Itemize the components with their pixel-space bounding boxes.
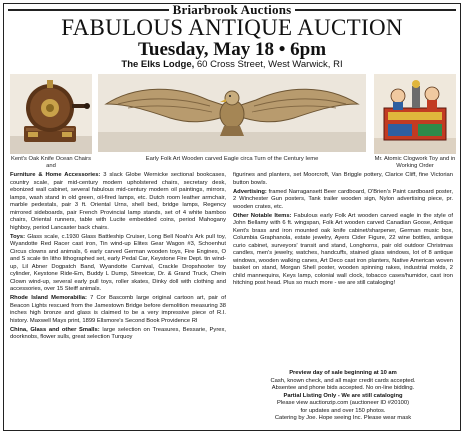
furniture-section (10, 172, 226, 232)
partial-listing-line: Partial Listing Only - We are still cataloging (283, 392, 403, 399)
ri-memorabilia-section (10, 295, 226, 325)
china-glass-section (10, 327, 226, 342)
china-glass-text: large selection on Treasures, Bessarie, Pyrex, doorknobs, flower sulls, great selection Turquoy (10, 326, 226, 340)
left-column (10, 172, 226, 412)
left-rule (8, 9, 169, 11)
tin-toy-photo (374, 74, 456, 154)
figurines-section (233, 172, 453, 187)
toys-heading: Toys: (10, 233, 26, 240)
venue-line (4, 59, 460, 70)
knife-sharpener-image (10, 74, 92, 154)
knife-sharpener-caption: Kent's Oak Knife Ocean Chairs and (10, 156, 92, 169)
auction-title: FABULOUS ANTIQUE AUCTION (61, 15, 403, 40)
advertising-text: framed Narragansett Beer cardboard, O'Brien's Paint cardboard poster, 2 Winchester Gun posters, Tank trailer wooden sign, Nylon advertising piece, pr. wooden crates, etc. (233, 188, 453, 210)
auction-date: Tuesday, May 18 • 6pm (137, 39, 327, 60)
payment-line: Cash, known check, and all major credit cards accepted. (270, 377, 416, 384)
carved-eagle-image (98, 74, 366, 152)
furniture-heading: Furniture & Home Accessories: (10, 172, 101, 178)
bidding-line: Absentee and phone bids accepted. No on-line bidding. (271, 385, 415, 391)
venue-name: The Elks Lodge, (121, 59, 195, 70)
auctionzip-line: Please view auctionzip.com (auctioneer ID #20100) (276, 400, 410, 406)
china-glass-heading: China, Glass and other Smalls: (10, 326, 100, 333)
toys-text: Glass scale, c.1930 Glass Battleship Cruiser, Long Bell Noah's Ark pull toy, Wyandotte Red Racer cast iron, Tin wind-up Elites Gear Wagon #3, Schoenhut Circus clowns and animals, 6 early carved German wooden toys, Fire Engines, O and S scale tin litho lithographed set, early Pedal Car, Keystone Fire Dept. tin wind-up, Lil Abner Dogpatch Band, Wyandotte Carnival, Crackle Dropshooter toy cylinder, Keystone Ride-Em, Buddy L Dump, Streetcar, Dr. & Grand Truck, Chein Clown wind-up, several early pull toys, roller skates, Dinky doll with clothing and accessories, over 15 Steiff animals. (10, 233, 226, 292)
toys-section (10, 234, 226, 294)
tin-toy-caption: Mr. Atomic Clogwork Toy and in Working Order (374, 156, 456, 169)
notable-items-text: Fabulous early Folk Art wooden carved eagle in the style of John Bellamy with 6 ft. wingspan, Folk Art wooden carved Canadian Goose, Antique Kent's brass and iron mounted oak knife cabinet/sharpener, German music box, Columbia Graphanola, estate jewelry, Ayers Cider Figure, 22 wine bottles, antique curio cabinet, surveyors' transit and stand, Longhorns, pair old outdoor Christmas candles, men's jewelry, watches, handcuffs, stained glass windows, lot of 8 antique windows, wooden walking canes, Art Deco cast iron planters, Native American woven basket on stand, Morgan Shell poster, wooden spinning rakes, industrial molds, 2 child mannequins, Keys lamp, colonial wall clock, tobacco cases/humidor, cast iron hitching post head. Plus so much more - we are still cataloging! (233, 212, 453, 286)
figurines-text: figurines and planters, set Moorcroft, Van Briggle pottery, Clarice Cliff, fine Victorian button bowls. (233, 172, 453, 186)
brand-name: Briarbrook Auctions (172, 3, 292, 17)
right-rule (295, 9, 456, 11)
venue-address: 60 Cross Street, West Warwick, RI (194, 59, 343, 70)
notable-items-heading: Other Notable Items: (233, 212, 292, 219)
preview-line: Preview day of sale beginning at 10 am (289, 370, 397, 376)
carved-eagle-caption: Early Folk Art Wooden carved Eagle circa Turn of the Century Ieme (145, 156, 319, 162)
notable-items-section (233, 213, 453, 288)
advertising-section (233, 189, 453, 212)
right-column (233, 172, 453, 387)
tin-toy-image (374, 74, 456, 154)
advertising-heading: Advertising: (233, 188, 267, 195)
furniture-text: 3 slack Globe Wernicke sectional bookcases, country scale, pair mid-century modern upholstered chairs, secretary desk, ebonized wall cabinet, several fabulous mid-century modern oil paintings, mirrors, lamps, wash stand in old green, oil-fired lamps, etc. Dutch room leather armchair, marble pedestals, pair 3 ft. Oriental Urns, shell bed, bridge lamps, Regency mirrored sideboards, pair French Provincial lamp stands, set of 4 white bamboo chairs, Oriental runners, table with Lucite embedded coins, period Mahogany highboy, period Lancaster back chairs. (10, 172, 226, 231)
carved-eagle-photo (98, 74, 366, 152)
ri-memorabilia-text: 7 Cor Bascomb large original cartoon art, pair of Beacon Lights rescued from the Jamestown Bridge before demolition measuring 38 inches high bronze and glass is claimed to be a very impressive piece of R.I. history. Maxwell Mays print, 1899 Ellsmore's Second Book Providence RI (10, 295, 226, 324)
catering-line: Catering by Joe. Hope seeing Inc. Please wear mask (274, 415, 412, 421)
knife-sharpener-photo (10, 74, 92, 154)
ri-memorabilia-heading: Rhode Island Memorabilia: (10, 295, 87, 301)
sale-notice (233, 370, 453, 423)
auction-ad (3, 3, 461, 431)
photos-line: for updates and over 150 photos. (300, 407, 386, 414)
